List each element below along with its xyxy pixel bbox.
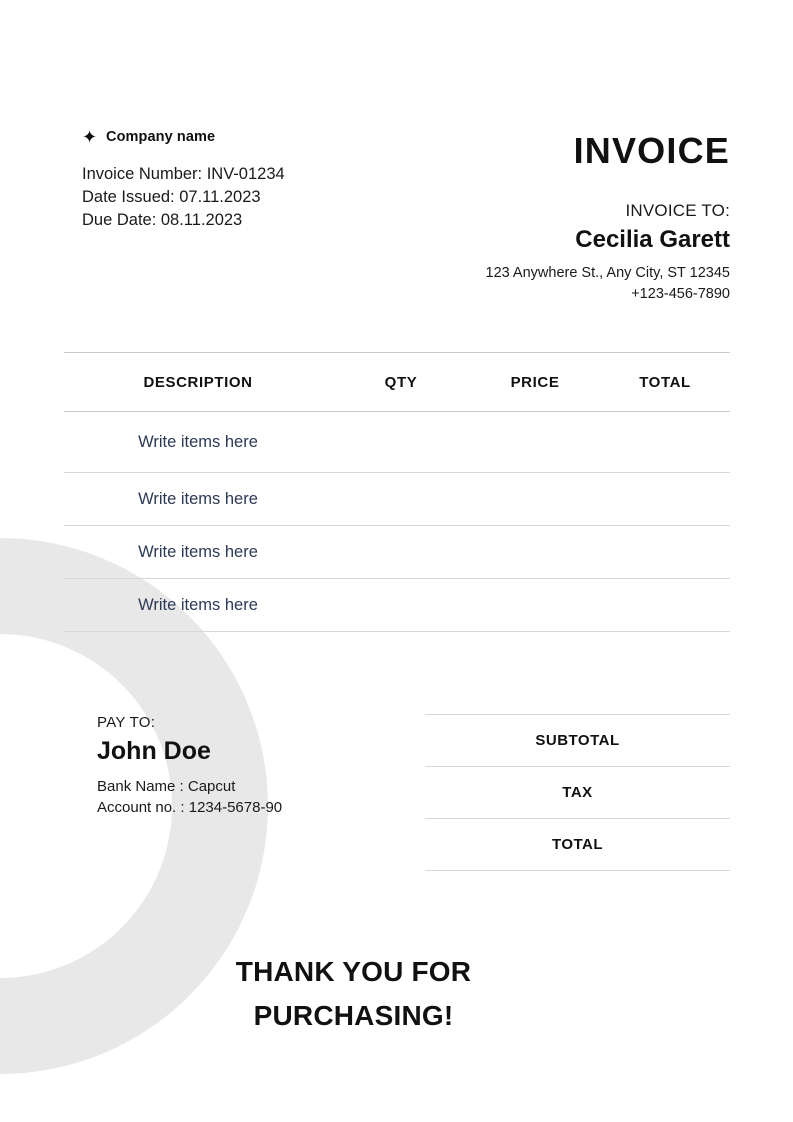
table-header — [64, 353, 730, 411]
due-date: Due Date: 08.11.2023 — [82, 211, 243, 229]
pay-to-account-no: Account no. : 1234-5678-90 — [97, 799, 283, 816]
column-header-description: DESCRIPTION — [143, 373, 253, 391]
sparkle-icon: ✦ — [82, 127, 98, 147]
column-header-total: TOTAL — [639, 373, 691, 391]
invoice-to-label: INVOICE TO: — [625, 201, 730, 220]
pay-to-block — [97, 714, 282, 818]
column-header-price: PRICE — [510, 373, 560, 391]
thank-you-message — [0, 950, 793, 1038]
table-row[interactable] — [64, 412, 730, 472]
column-header-qty: QTY — [384, 373, 418, 391]
pay-to-bank-name: Bank Name : Capcut — [97, 778, 236, 795]
invoice-to-name: Cecilia Garett — [575, 226, 730, 253]
total-row — [425, 819, 730, 870]
table-row[interactable] — [64, 526, 730, 578]
item-description: Write items here — [138, 595, 258, 614]
tax-row — [425, 767, 730, 818]
items-table — [64, 352, 730, 632]
totals-rule-bottom — [425, 870, 730, 871]
invoice-meta — [82, 163, 285, 232]
table-rule-bottom — [64, 631, 730, 632]
subtotal-label: SUBTOTAL — [535, 732, 620, 749]
invoice-to-phone: +123-456-7890 — [631, 286, 730, 302]
pay-to-label: PAY TO: — [97, 714, 156, 731]
tax-label: TAX — [562, 784, 593, 801]
subtotal-row — [425, 715, 730, 766]
total-label: TOTAL — [551, 836, 604, 853]
table-row[interactable] — [64, 473, 730, 525]
table-row[interactable] — [64, 579, 730, 631]
thank-you-line-2: PURCHASING! — [253, 1000, 454, 1031]
invoice-number: Invoice Number: INV-01234 — [82, 165, 285, 183]
item-description: Write items here — [138, 489, 258, 508]
item-description: Write items here — [138, 432, 258, 451]
thank-you-line-1: THANK YOU FOR — [235, 956, 472, 987]
invoice-to-address: 123 Anywhere St., Any City, ST 12345 — [485, 265, 730, 281]
totals-block — [425, 714, 730, 871]
pay-to-name: John Doe — [97, 737, 211, 765]
invoice-to-contact — [486, 263, 731, 305]
item-description: Write items here — [138, 542, 258, 561]
company-block — [82, 128, 215, 146]
page-title: INVOICE — [573, 130, 730, 171]
company-name: Company name — [106, 129, 216, 145]
date-issued: Date Issued: 07.11.2023 — [82, 188, 261, 206]
